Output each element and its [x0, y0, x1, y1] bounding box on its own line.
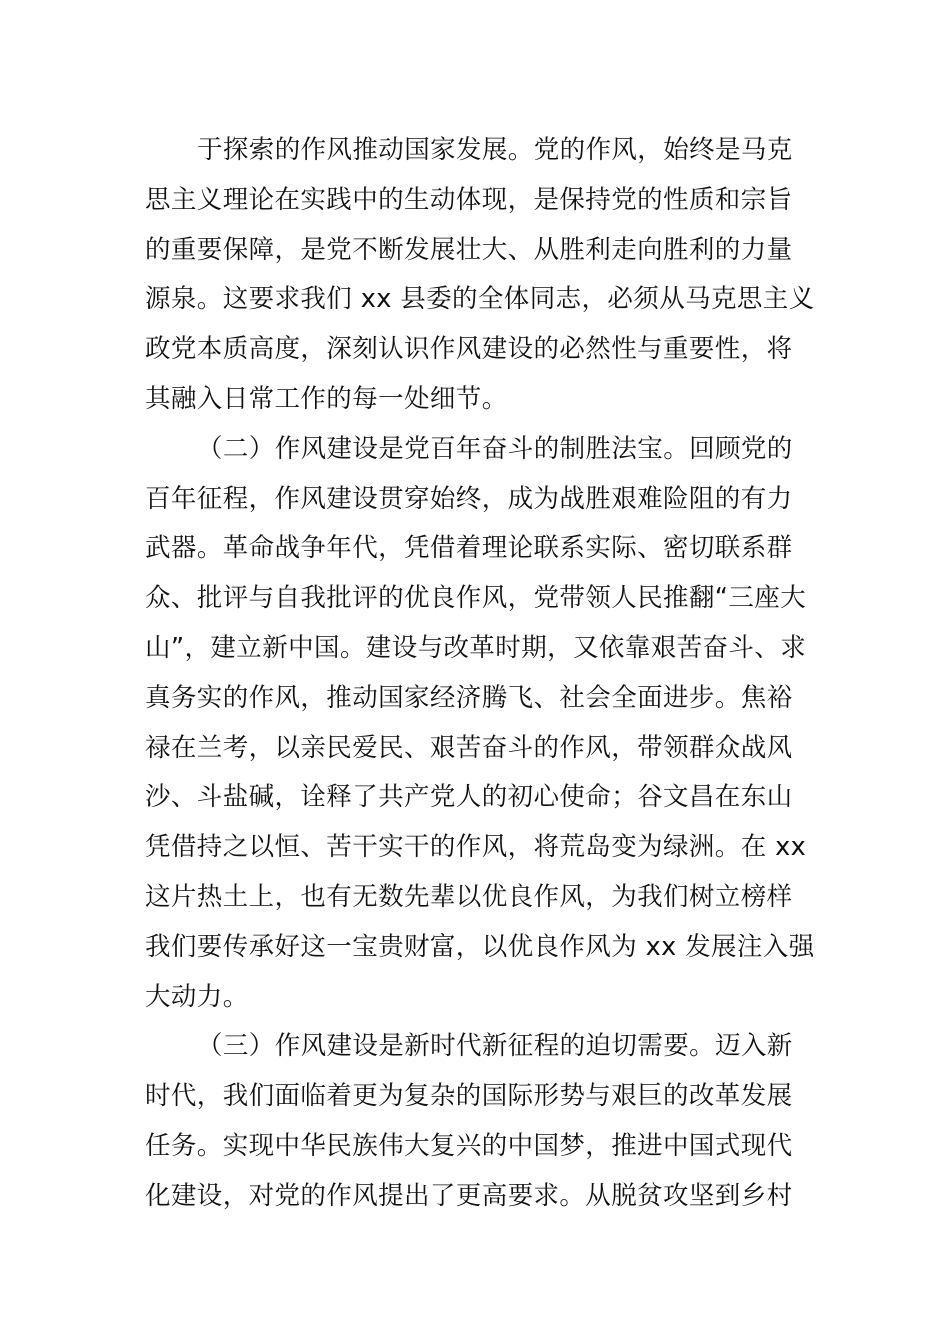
- text-line: 于探索的作风推动国家发展。党的作风，始终是马克: [197, 135, 793, 165]
- text-line: 众、批评与自我批评的优良作风，党带领人民推翻“三座大: [145, 583, 807, 614]
- text-line: 任务。实现中华民族伟大复兴的中国梦，推进中国式现代: [145, 1130, 793, 1161]
- text-line: 这片热土上，也有无数先辈以优良作风，为我们树立榜样: [145, 881, 793, 912]
- text-line: 思主义理论在实践中的生动体现，是保持党的性质和宗旨: [145, 184, 793, 215]
- text-line: 武器。革命战争年代，凭借着理论联系实际、密切联系群: [145, 533, 793, 564]
- text-line: 源泉。这要求我们 xx 县委的全体同志，必须从马克思主义: [145, 284, 815, 315]
- section-heading-3: （三）作风建设是新时代新征程的迫切需要。迈入新: [197, 1031, 793, 1062]
- text-line: 政党本质高度，深刻认识作风建设的必然性与重要性，将: [145, 334, 793, 365]
- text-line: 山”，建立新中国。建设与改革时期，又依靠艰苦奋斗、求: [145, 632, 807, 663]
- text-line: 时代，我们面临着更为复杂的国际形势与艰巨的改革发展: [145, 1081, 793, 1112]
- text-line: 我们要传承好这一宝贵财富，以优良作风为 xx 发展注入强: [145, 931, 815, 962]
- text-line: 化建设，对党的作风提出了更高要求。从脱贫攻坚到乡村: [145, 1180, 793, 1211]
- text-line: 禄在兰考，以亲民爱民、艰苦奋斗的作风，带领群众战风: [145, 732, 793, 763]
- text-line: 沙、斗盐碱，诠释了共产党人的初心使命；谷文昌在东山: [145, 782, 793, 813]
- text-line: 百年征程，作风建设贯穿始终，成为战胜艰难险阻的有力: [145, 483, 793, 514]
- text-line: 的重要保障，是党不断发展壮大、从胜利走向胜利的力量: [145, 234, 793, 265]
- text-line: 其融入日常工作的每一处细节。: [145, 383, 508, 414]
- text-line: 真务实的作风，推动国家经济腾飞、社会全面进步。焦裕: [145, 682, 793, 713]
- section-heading-2: （二）作风建设是党百年奋斗的制胜法宝。回顾党的: [197, 433, 793, 464]
- text-line: 凭借持之以恒、苦干实干的作风，将荒岛变为绿洲。在 xx: [145, 832, 807, 863]
- text-line: 大动力。: [145, 981, 249, 1012]
- body-text: [145, 126, 815, 1222]
